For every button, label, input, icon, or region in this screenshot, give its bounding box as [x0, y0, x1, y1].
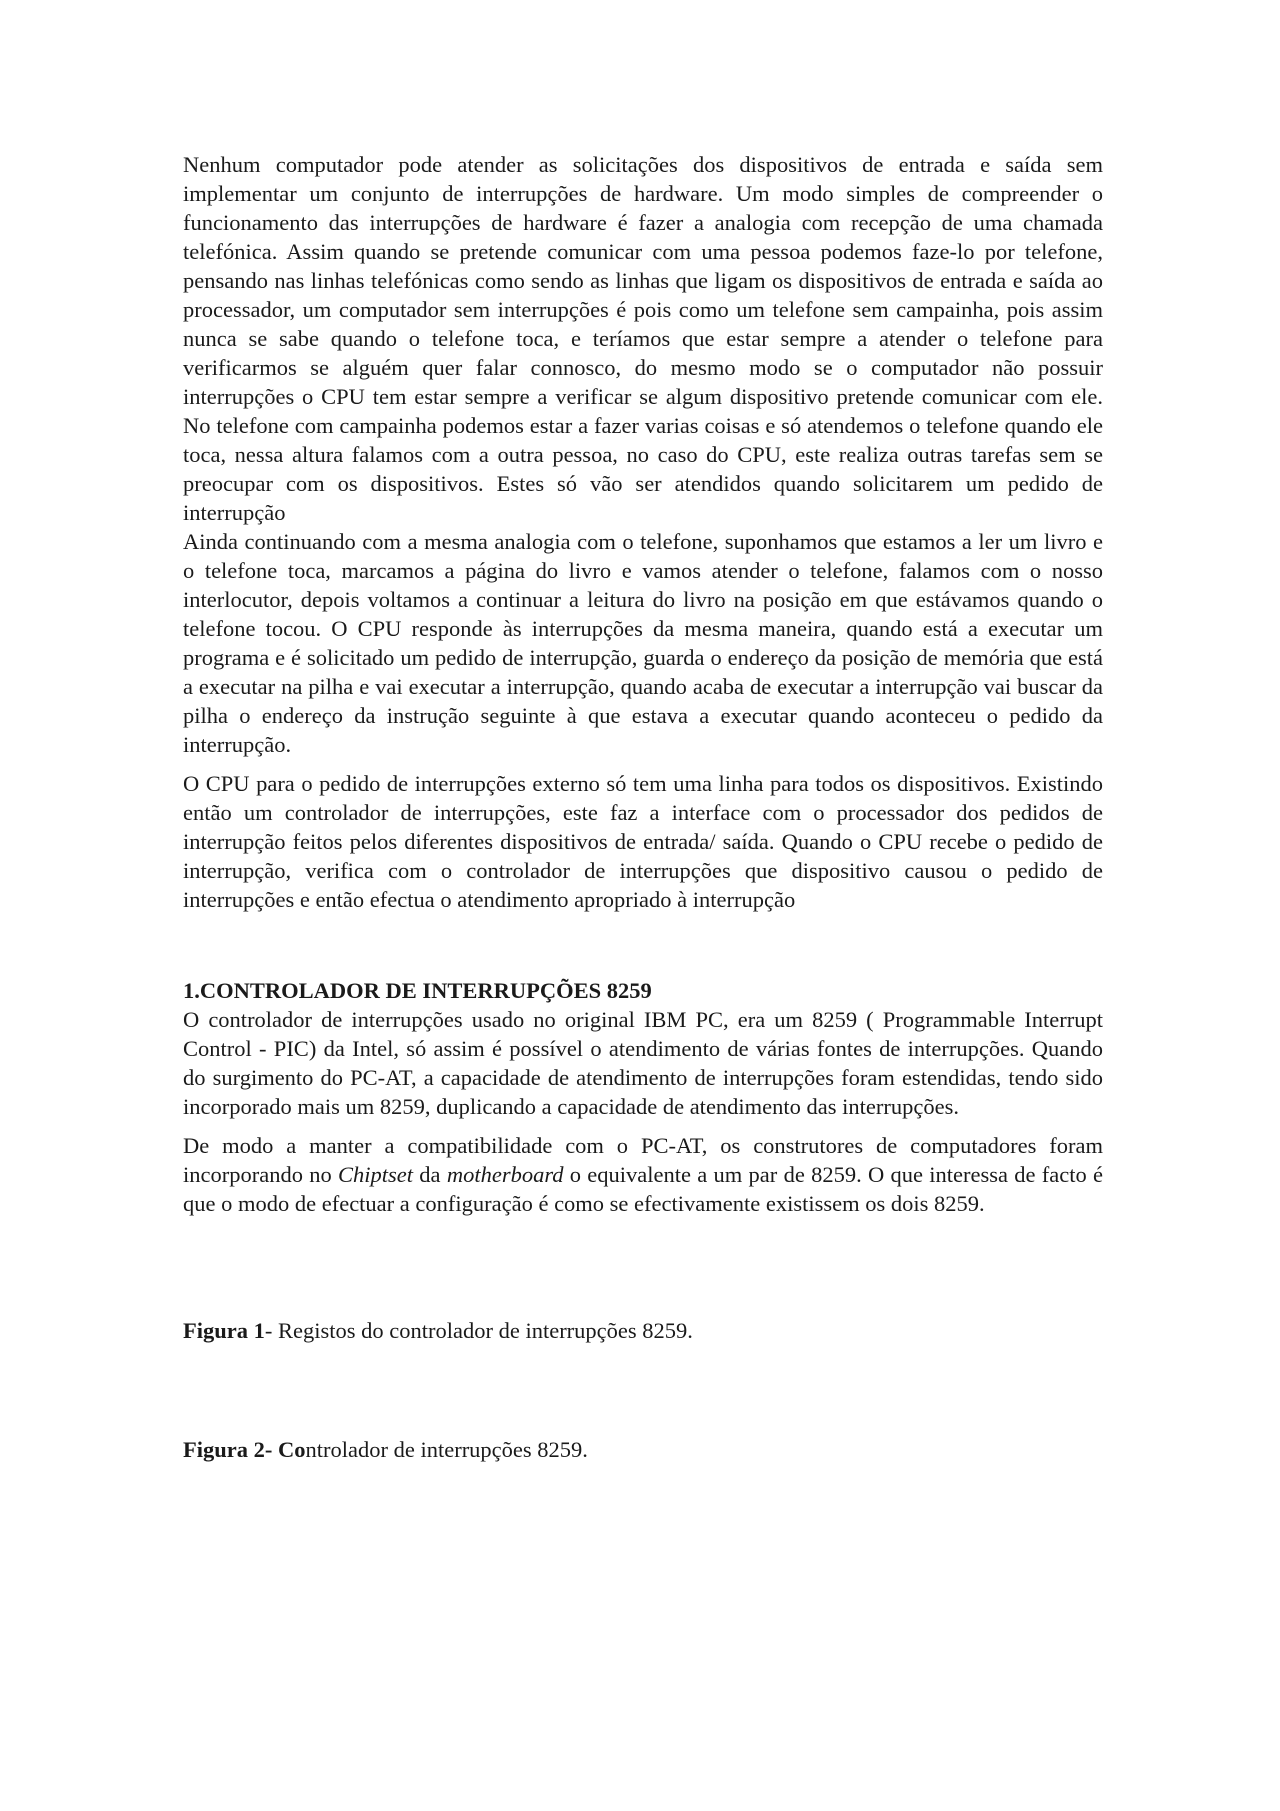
document-page — [183, 150, 1103, 1464]
section-paragraph-2-text-c: o equivalente a um par de 8259. O que interessa de facto é que o modo de efectuar a configuração é como se efectivamente existissem os dois 8259. — [183, 1162, 1103, 1216]
figure-2-caption — [183, 1435, 1103, 1464]
chipset-term: Chiptset — [338, 1162, 414, 1187]
section-paragraph-2-text-a: De modo a manter a compatibilidade com o PC-AT, os construtores de computadores foram incorporando no — [183, 1133, 1103, 1187]
section-heading: 1.CONTROLADOR DE INTERRUPÇÕES 8259 — [183, 978, 652, 1003]
section-paragraph-2-text-b: da — [413, 1162, 447, 1187]
intro-paragraph-3: O CPU para o pedido de interrupções externo só tem uma linha para todos os dispositivos. Existindo então um controlador de interrupções, este faz a interface com o processador dos pedidos de interrupção feitos pelos diferentes dispositivos de entrada/ saída. Quando o CPU recebe o pedido de interrupção, verifica com o controlador de interrupções que dispositivo causou o pedido de interrupções e então efectua o atendimento apropriado à interrupção — [183, 771, 1103, 912]
section-paragraph-1: O controlador de interrupções usado no original IBM PC, era um 8259 ( Programmable Interrupt Control - PIC) da Intel, só assim é possível o atendimento de várias fontes de interrupções. Quando do surgimento do PC-AT, a capacidade de atendimento de interrupções foram estendidas, tendo sido incorporado mais um 8259, duplicando a capacidade de atendimento das interrupções. — [183, 1007, 1103, 1119]
intro-paragraph-2: Ainda continuando com a mesma analogia com o telefone, suponhamos que estamos a ler um livro e o telefone toca, marcamos a página do livro e vamos atender o telefone, falamos com o nosso interlocutor, depois voltamos a continuar a leitura do livro na posição em que estávamos quando o telefone tocou. O CPU responde às interrupções da mesma maneira, quando está a executar um programa e é solicitado um pedido de interrupção, guarda o endereço da posição de memória que está a executar na pilha e vai executar a interrupção, quando acaba de executar a interrupção vai buscar da pilha o endereço da instrução seguinte à que estava a executar quando aconteceu o pedido da interrupção. — [183, 529, 1103, 757]
figure-1-label: Figura 1 — [183, 1318, 265, 1343]
motherboard-term: motherboard — [446, 1162, 564, 1187]
figure-2-label: Figura 2- Co — [183, 1437, 306, 1462]
intro-paragraph-1: Nenhum computador pode atender as solicitações dos dispositivos de entrada e saída sem implementar um conjunto de interrupções de hardware. Um modo simples de compreender o funcionamento das interrupções de hardware é fazer a analogia com recepção de uma chamada telefónica. Assim quando se pretende comunicar com uma pessoa podemos faze-lo por telefone, pensando nas linhas telefónicas como sendo as linhas que ligam os dispositivos de entrada e saída ao processador, um computador sem interrupções é pois como um telefone sem campainha, pois assim nunca se sabe quando o telefone toca, e teríamos que estar sempre a atender o telefone para verificarmos se alguém quer falar connosco, do mesmo modo se o computador não possuir interrupções o CPU tem estar sempre a verificar se algum dispositivo pretende comunicar com ele. No telefone com campainha podemos estar a fazer varias coisas e só atendemos o telefone quando ele toca, nessa altura falamos com a outra pessoa, no caso do CPU, este realiza outras tarefas sem se preocupar com os dispositivos. Estes só vão ser atendidos quando solicitarem um pedido de interrupção — [183, 152, 1103, 525]
figure-2-text: ntrolador de interrupções 8259. — [305, 1437, 588, 1462]
figure-1-caption — [183, 1316, 1103, 1345]
section-paragraph-2 — [183, 1131, 1103, 1218]
figure-1-text: - Registos do controlador de interrupções 8259. — [264, 1318, 693, 1343]
